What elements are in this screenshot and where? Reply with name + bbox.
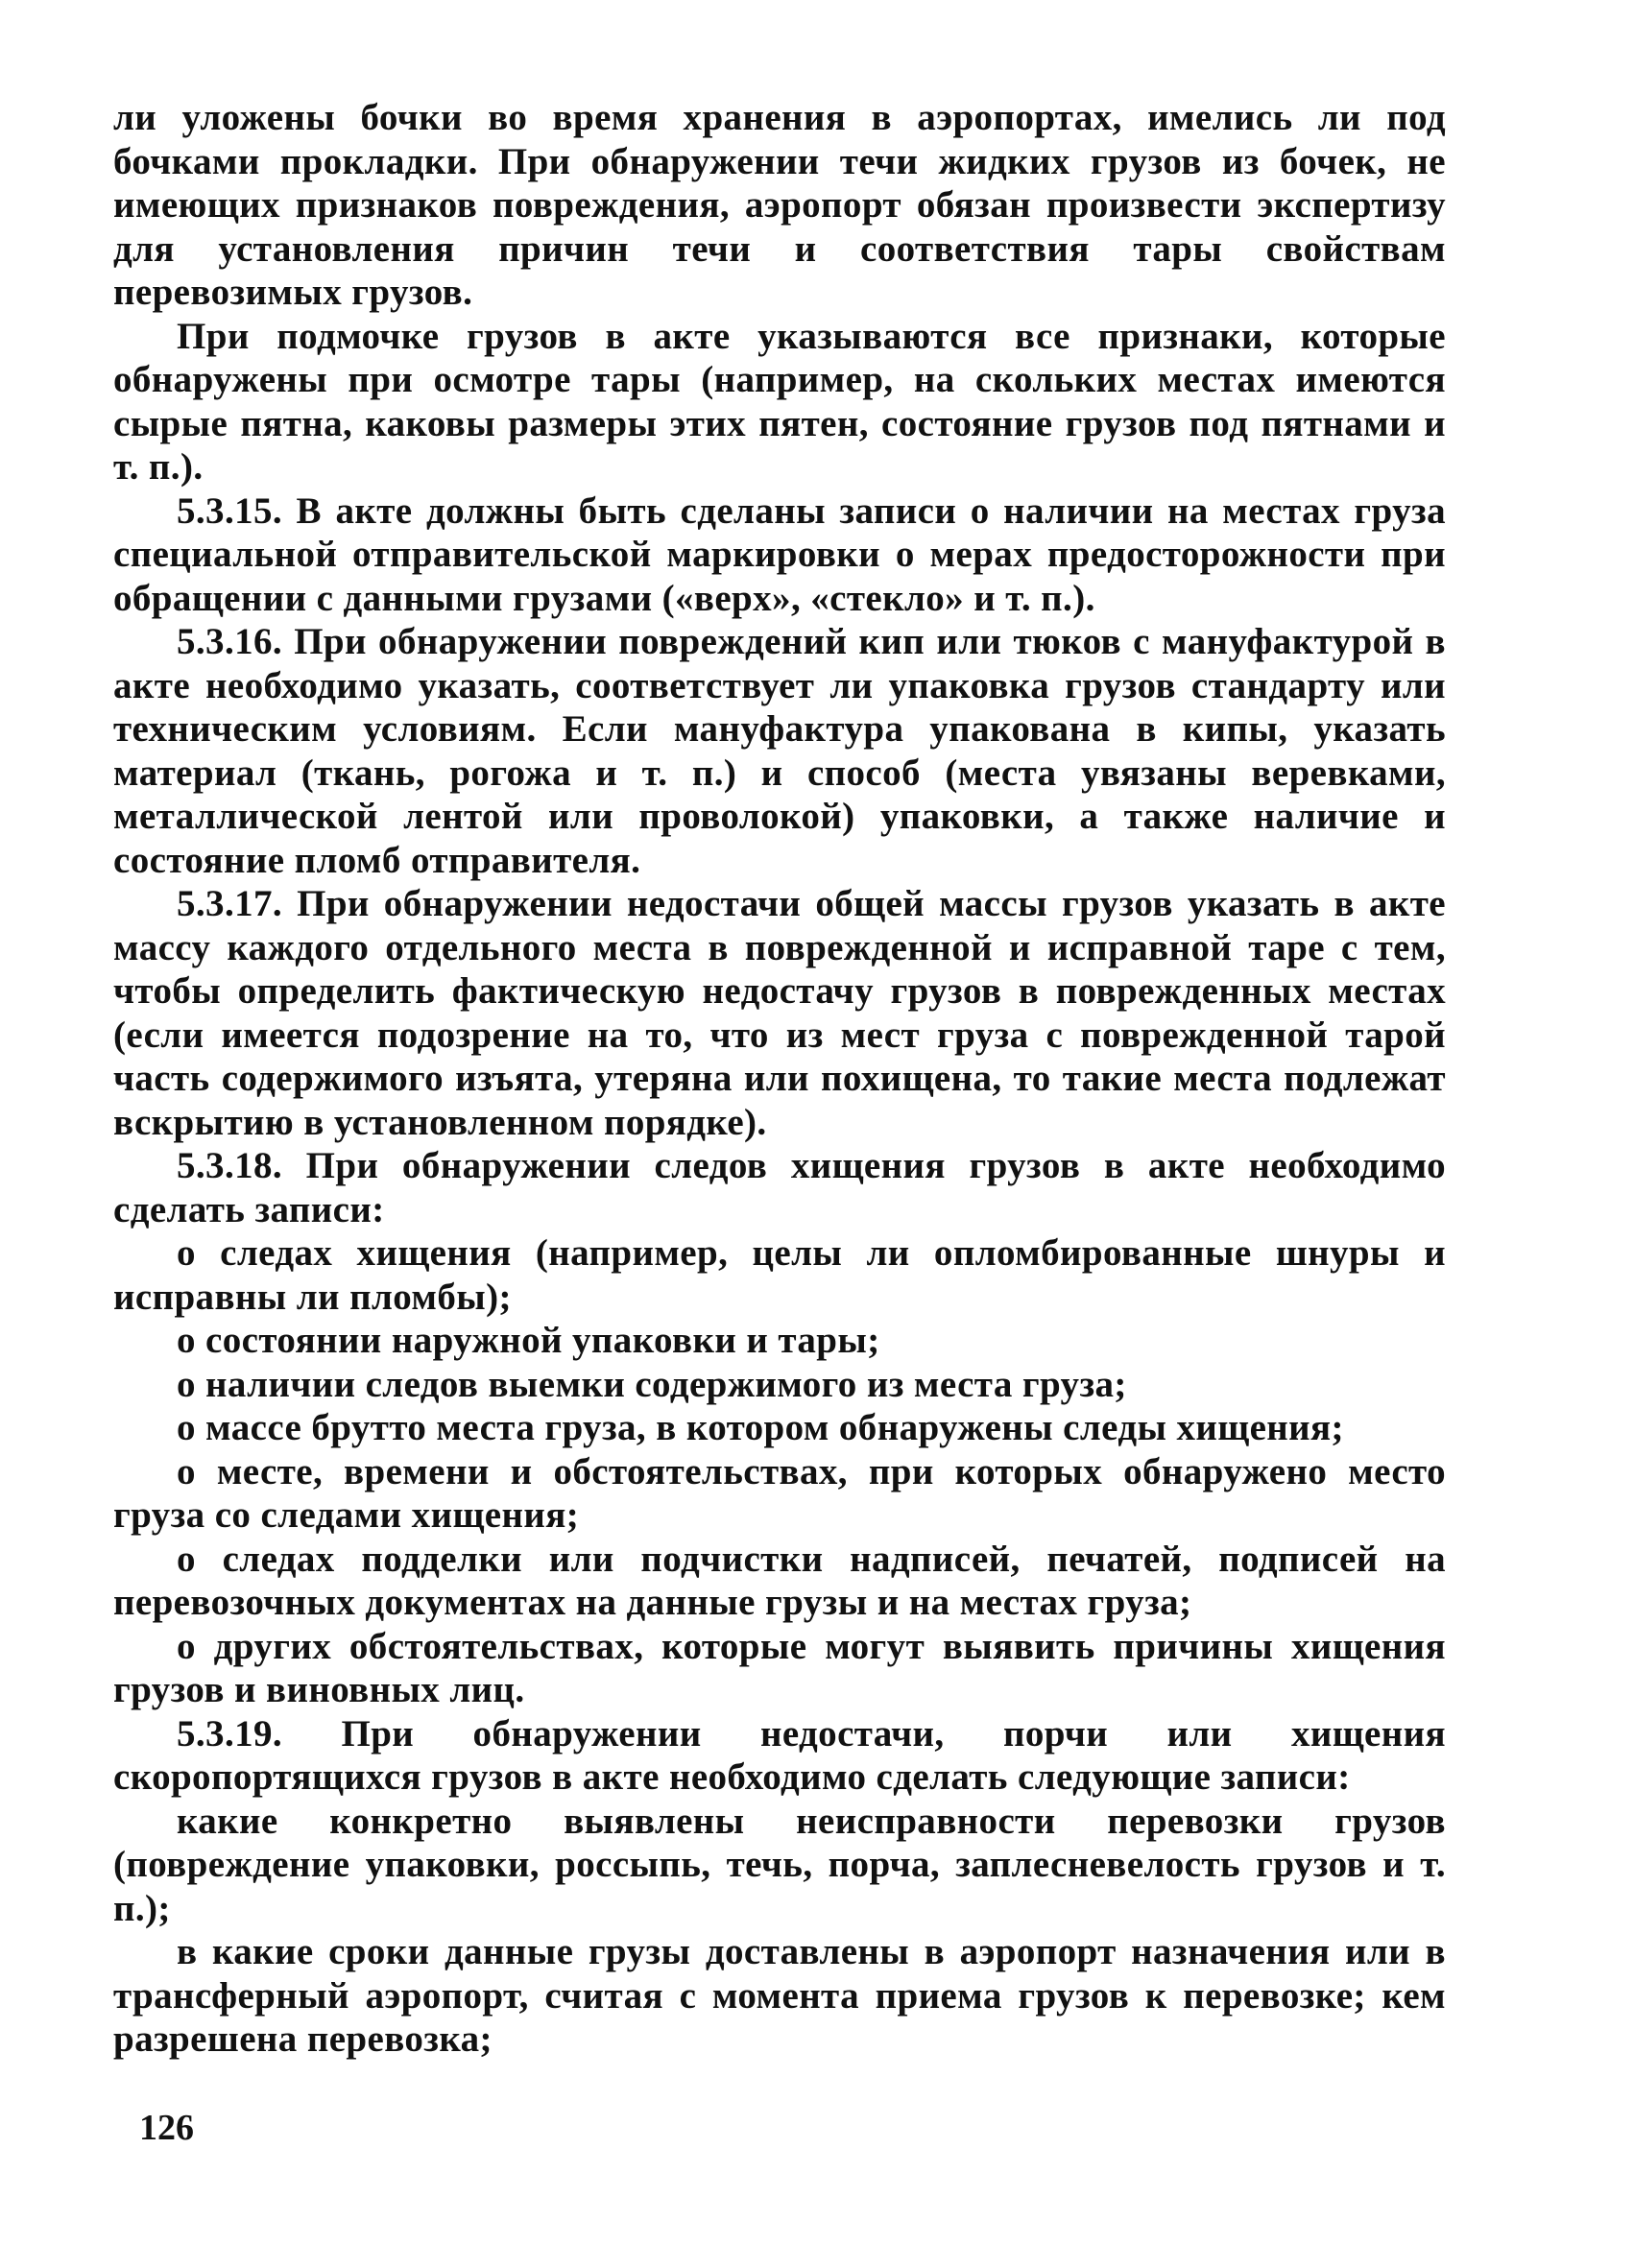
list-item-other-circumstances: о других обстоятельствах, которые могут выявить причины хищения грузов и виновных лиц. — [113, 1625, 1446, 1710]
list-item-forgery-traces: о следах подделки или подчистки надписей, печатей, подписей на перевозочных документах на данные грузы и на местах груза; — [113, 1538, 1446, 1623]
paragraph-5-3-18: 5.3.18. При обнаружении следов хищения грузов в акте необходимо сделать записи: — [113, 1145, 1446, 1230]
list-item-removal-traces: о наличии следов выемки содержимого из места груза; — [177, 1363, 1127, 1405]
paragraph-wet-cargo: При подмочке грузов в акте указываются все признаки, которые обнаружены при осмотре тары (например, на скольких местах имеются сырые пятна, каковы размеры этих пятен, состояние грузов под пятнами и т. п.). — [113, 315, 1446, 488]
list-item-delivery-terms: в какие сроки данные грузы доставлены в аэропорт назначения или в трансферный аэропорт, считая с момента приема грузов к перевозке; кем разрешена перевозка; — [113, 1931, 1446, 2060]
list-item-gross-mass: о массе брутто места груза, в котором обнаружены следы хищения; — [177, 1407, 1344, 1448]
list-item-packaging-state: о состоянии наружной упаковки и тары; — [177, 1320, 880, 1361]
document-page — [113, 96, 1446, 2062]
paragraph-barrels-storage: ли уложены бочки во время хранения в аэропортах, имелись ли под бочками прокладки. При обнаружении течи жидких грузов из бочек, не имеющих признаков повреждения, аэропорт обязан произвести экспертизу для установления причин течи и соответствия тары свойствам перевозимых грузов. — [113, 97, 1446, 313]
paragraph-5-3-16: 5.3.16. При обнаружении повреждений кип или тюков с мануфактурой в акте необходимо указать, соответствует ли упаковка грузов стандарту или техническим условиям. Если мануфактура упакована в кипы, указать материал (ткань, рогожа и т. п.) и способ (места увязаны веревками, металлической лентой или проволокой) упаковки, а также наличие и состояние пломб отправителя. — [113, 621, 1446, 881]
paragraph-5-3-19: 5.3.19. При обнаружении недостачи, порчи или хищения скоропортящихся грузов в акте необходимо сделать следующие записи: — [113, 1712, 1446, 1798]
list-item-place-time: о месте, времени и обстоятельствах, при которых обнаружено место груза со следами хищения; — [113, 1450, 1446, 1536]
paragraph-5-3-15: 5.3.15. В акте должны быть сделаны записи о наличии на местах груза специальной отправительской маркировки о мерах предосторожности при обращении с данными грузами («верх», «стекло» и т. п.). — [113, 489, 1446, 619]
list-item-theft-traces: о следах хищения (например, целы ли опломбированные шнуры и исправны ли пломбы); — [113, 1232, 1446, 1318]
list-item-transport-faults: какие конкретно выявлены неисправности перевозки грузов (повреждение упаковки, россыпь, течь, порча, заплесневелость грузов и т. п.); — [113, 1800, 1446, 1929]
page-number: 126 — [139, 2108, 194, 2148]
paragraph-5-3-17: 5.3.17. При обнаружении недостачи общей массы грузов указать в акте массу каждого отдельного места в поврежденной и исправной таре с тем, чтобы определить фактическую недостачу грузов в поврежденных местах (если имеется подозрение на то, что из мест груза с поврежденной тарой часть содержимого изъята, утеряна или похищена, то такие места подлежат вскрытию в установленном порядке). — [113, 883, 1446, 1143]
